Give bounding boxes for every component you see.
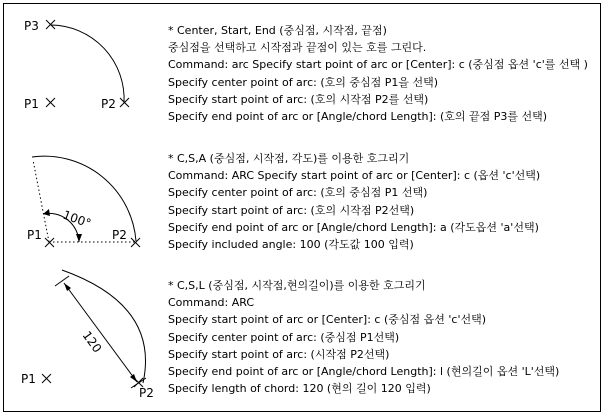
label-p3: P3	[24, 19, 39, 33]
command-line: Specify end point of arc or [Angle/chord Length]: a (각도옵션 'a'선택)	[168, 220, 539, 234]
point-p1-marker	[45, 238, 54, 247]
section-heading: * C,S,L (중심점, 시작점,현의길이)를 이용한 호그리기	[168, 279, 426, 292]
angle-arrow-start	[76, 234, 82, 242]
command-line: Command: arc Specify start point of arc or [Center]: c (중심점 옵션 'c'를 선택 )	[168, 58, 588, 72]
command-line: Specify center point of arc: (호의 중심점 P1을 선택)	[168, 75, 439, 89]
point-p1-marker	[46, 98, 55, 107]
text-block-csa	[168, 150, 540, 253]
command-line: Specify length of chord: 120 (현의 길이 120 입력)	[168, 382, 431, 396]
text-block-csl	[168, 277, 588, 397]
figure-center-start-end	[24, 19, 129, 111]
figure-center-start-angle	[27, 156, 140, 247]
command-line: Specify end point of arc or [Angle/chord Length]: l (현의길이 옵션 'L'선택)	[168, 365, 560, 379]
label-p2: P2	[101, 97, 116, 111]
figure-center-start-length	[21, 270, 154, 400]
command-line: Specify start point of arc or [Center]: c (중심점 옵션 'c'선택)	[168, 313, 487, 327]
label-p1: P1	[21, 372, 36, 386]
command-line: Specify center point of arc: (중심점 P1선택)	[168, 330, 400, 344]
text-block-cse	[168, 22, 588, 125]
label-p2: P2	[139, 386, 154, 400]
section-description: 중심점을 선택하고 시작점과 끝점이 있는 호를 그린다.	[168, 41, 427, 55]
command-line: Specify included angle: 100 (각도값 100 입력)	[168, 238, 414, 252]
command-line: Specify center point of arc: (호의 중심점 P1 선택)	[168, 186, 428, 200]
point-p3-marker	[46, 20, 55, 29]
chord-dimension-line	[64, 283, 137, 382]
arc-csl	[62, 270, 146, 383]
command-line: Command: ARC Specify start point of arc or [Center]: c (옵션 'c'선택)	[168, 169, 541, 183]
section-heading: * Center, Start, End (중심점, 시작점, 끝점)	[168, 24, 387, 37]
arc-cse	[51, 25, 124, 103]
chord-arrow-start	[64, 283, 71, 291]
label-p1: P1	[27, 228, 42, 242]
command-line: Specify start point of arc: (시작점 P2선택)	[168, 347, 390, 361]
label-p2: P2	[112, 228, 127, 242]
section-heading: * C,S,A (중심점, 시작점, 각도)를 이용한 호그리기	[168, 152, 410, 165]
label-p1: P1	[24, 97, 39, 111]
angle-arrow-end	[43, 209, 50, 216]
command-line: Specify end point of arc or [Angle/chord Length]: (호의 끝점 P3를 선택)	[168, 110, 548, 124]
chord-length-label: 120	[79, 328, 105, 356]
chord-arrow-end	[130, 374, 137, 382]
extension-line-start	[55, 276, 69, 286]
command-line: Specify start point of arc: (호의 시작점 P2를 선택)	[168, 92, 429, 106]
angle-label: 100°	[60, 207, 93, 231]
command-line: Command: ARC	[168, 296, 255, 310]
command-line: Specify start point of arc: (호의 시작점 P2선택)	[168, 203, 415, 217]
point-p1-marker	[42, 374, 51, 383]
